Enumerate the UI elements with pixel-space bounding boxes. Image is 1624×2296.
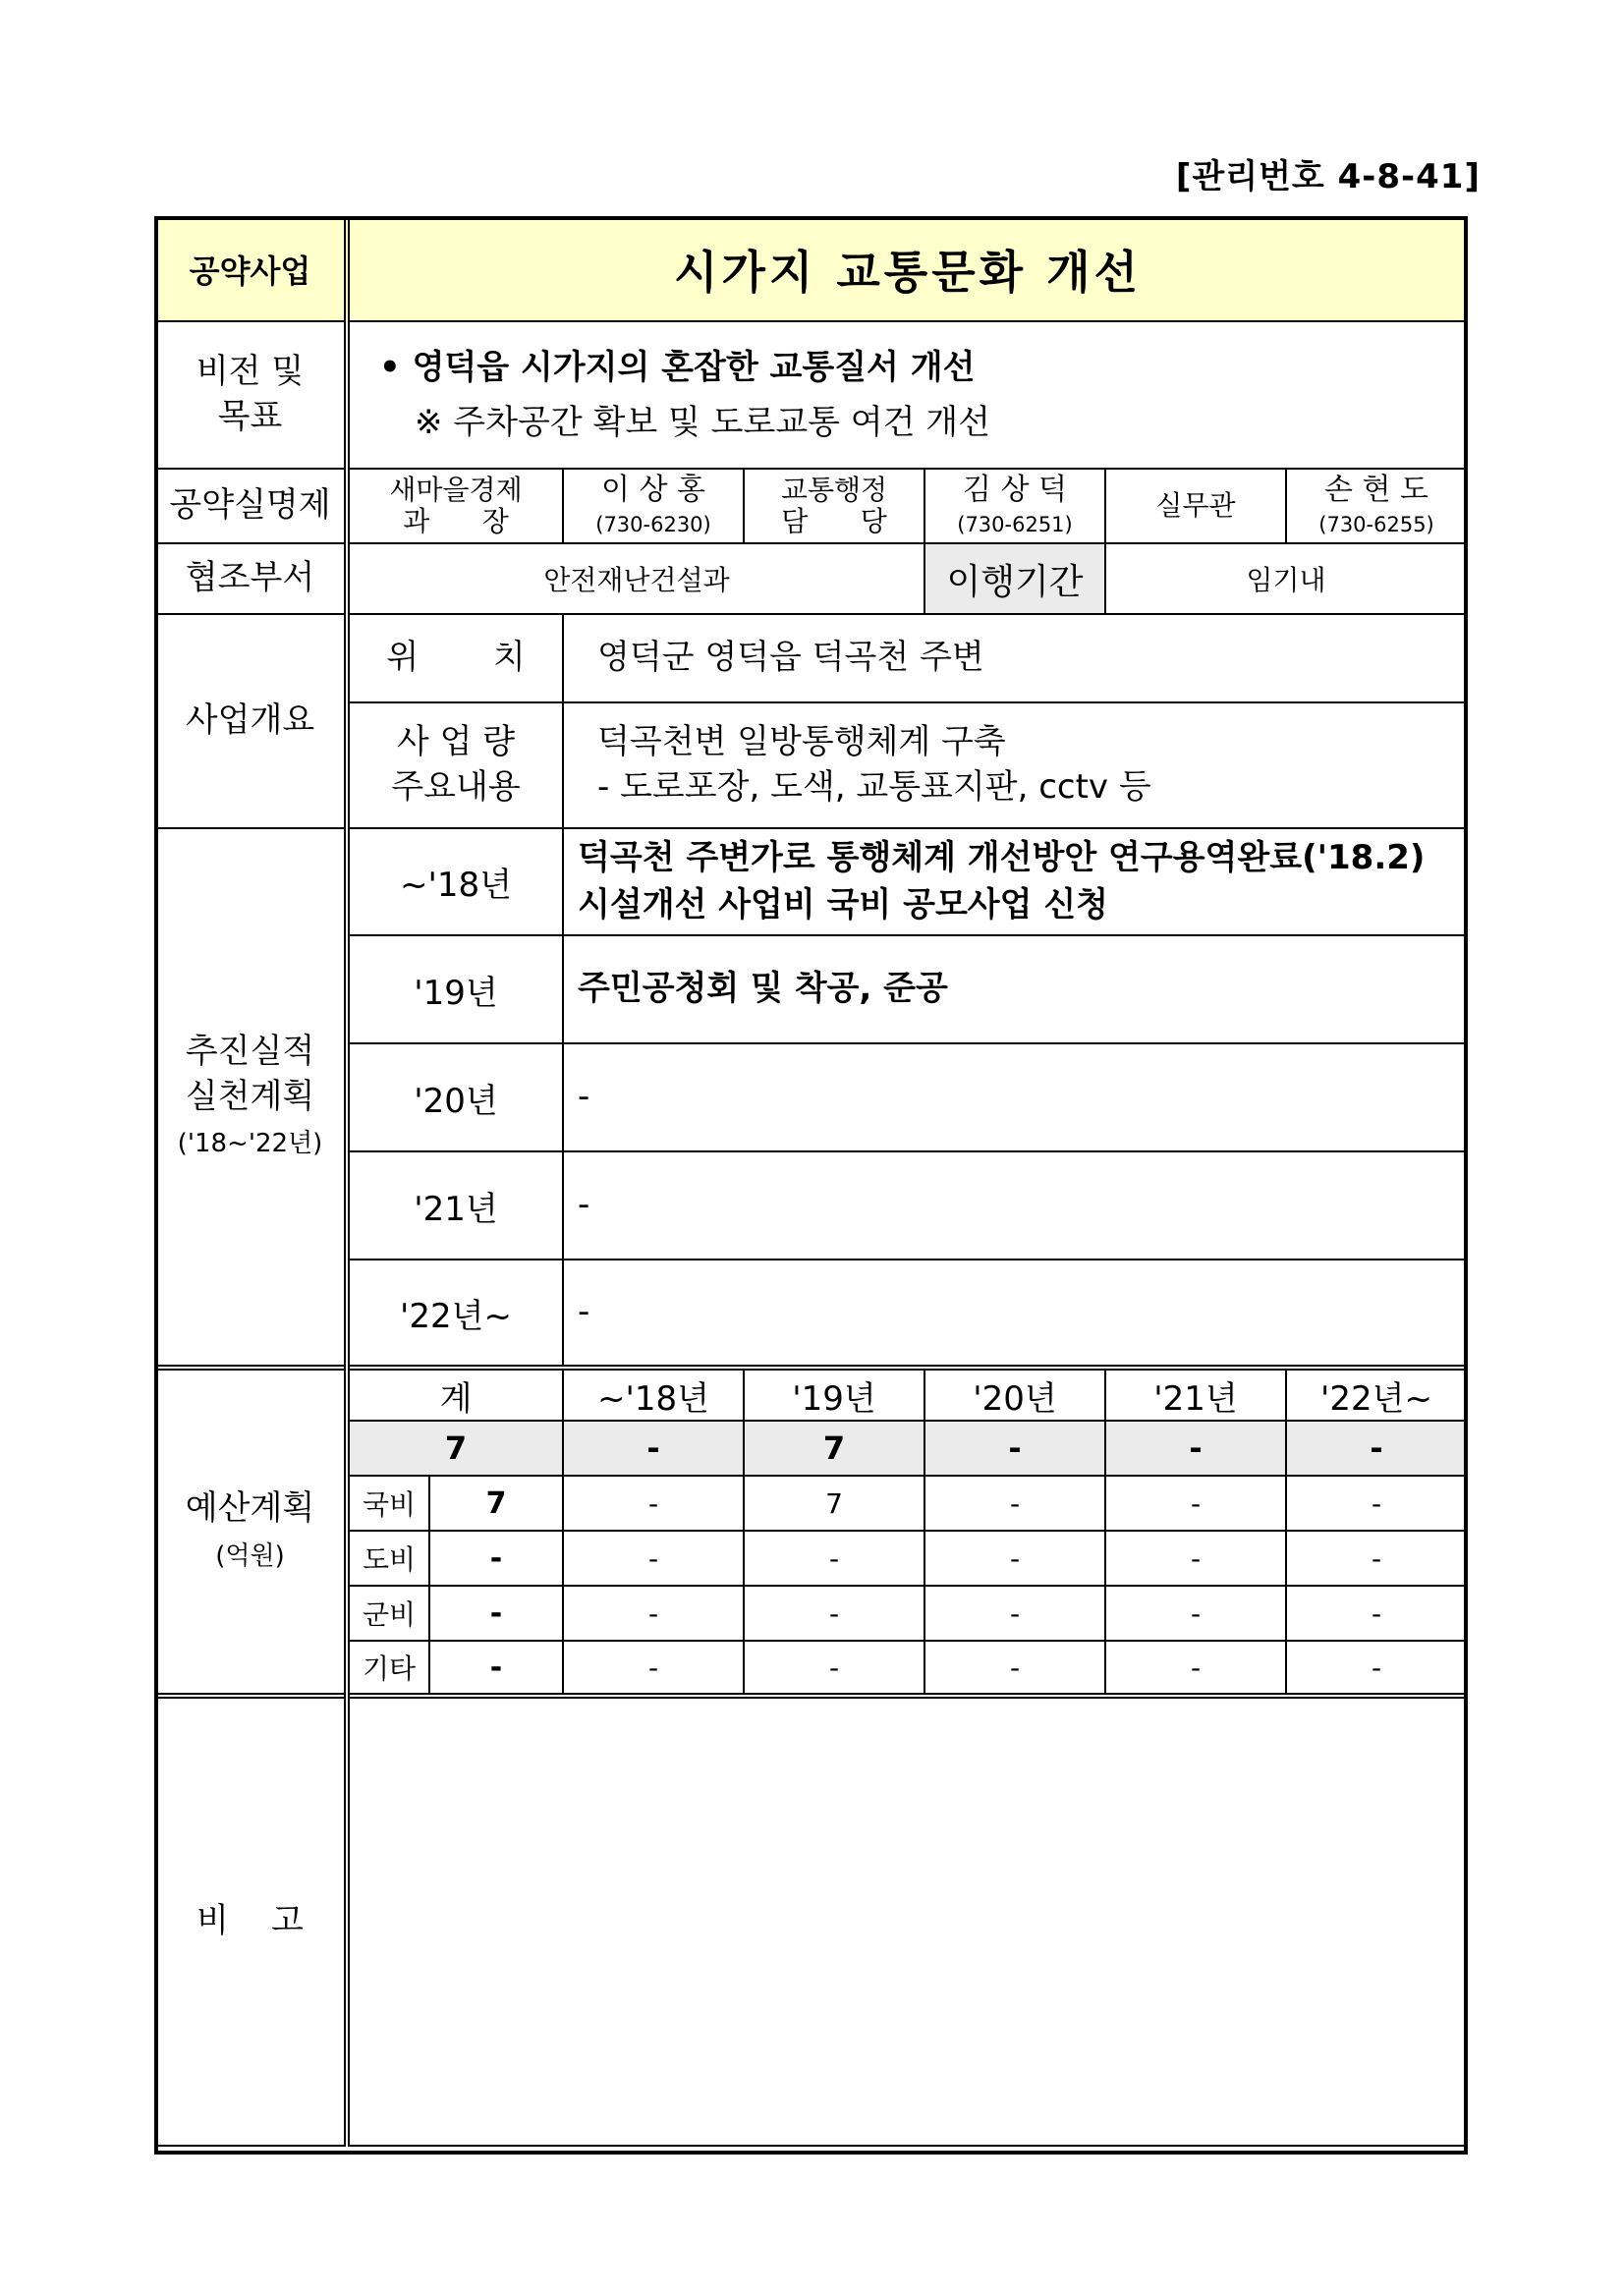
budget-source: 도비	[347, 1531, 429, 1586]
budget-cell: -	[1286, 1476, 1467, 1531]
official-2-phone: (730-6251)	[957, 513, 1073, 536]
budget-cell: -	[1286, 1531, 1467, 1586]
budget-cell: -	[429, 1586, 563, 1641]
vision-label-line2: 목표	[217, 397, 283, 436]
budget-cell: -	[1105, 1586, 1286, 1641]
budget-total: 7	[347, 1421, 563, 1476]
progress-year: ~'18년	[347, 828, 563, 935]
cooperation-dept: 안전재난건설과	[347, 543, 924, 614]
official-2-role-top: 교통행정	[780, 473, 888, 506]
budget-header: '21년	[1105, 1368, 1286, 1421]
page-title: 시가지 교통문화 개선	[347, 217, 1467, 321]
budget-cell: 7	[744, 1476, 924, 1531]
budget-header: '22년~	[1286, 1368, 1467, 1421]
budget-cell: -	[563, 1641, 744, 1696]
budget-label-2: (억원)	[215, 1541, 285, 1571]
location-label: 위 치	[347, 614, 563, 702]
official-2-name: 김 상 덕	[962, 473, 1067, 507]
progress-year: '19년	[347, 935, 563, 1043]
location-value: 영덕군 영덕읍 덕곡천 주변	[563, 614, 1467, 702]
progress-content: -	[563, 1151, 1467, 1260]
budget-total: -	[924, 1421, 1105, 1476]
scope-label-1: 사 업 량	[396, 722, 516, 762]
budget-total: -	[1105, 1421, 1286, 1476]
budget-cell: 7	[429, 1476, 563, 1531]
budget-cell: -	[429, 1531, 563, 1586]
progress-label-1: 추진실적	[185, 1031, 315, 1071]
budget-total: -	[1286, 1421, 1467, 1476]
budget-cell: -	[563, 1531, 744, 1586]
budget-cell: -	[924, 1641, 1105, 1696]
cooperation-label: 협조부서	[155, 543, 347, 614]
budget-cell: -	[429, 1641, 563, 1696]
official-1-role-bottom: 과 장	[403, 505, 509, 537]
progress-label-2: 실천계획	[185, 1076, 315, 1116]
budget-cell: -	[924, 1586, 1105, 1641]
remarks-label: 비 고	[155, 1696, 347, 2146]
progress-content: 주민공청회 및 착공, 준공	[563, 935, 1467, 1043]
budget-cell: -	[924, 1531, 1105, 1586]
budget-source: 국비	[347, 1476, 429, 1531]
progress-line: 시설개선 사업비 국비 공모사업 신청	[578, 884, 1109, 924]
progress-content: -	[563, 1260, 1467, 1368]
budget-source: 군비	[347, 1586, 429, 1641]
header-label: 공약사업	[155, 217, 347, 321]
vision-label-line1: 비전 및	[196, 352, 305, 392]
official-3-role: 실무관	[1105, 469, 1286, 543]
official-3-phone: (730-6255)	[1318, 513, 1434, 536]
progress-year: '22년~	[347, 1260, 563, 1368]
period-value: 임기내	[1105, 543, 1467, 614]
budget-cell: -	[744, 1531, 924, 1586]
budget-header: ~'18년	[563, 1368, 744, 1421]
scope-label-2: 주요내용	[391, 767, 521, 807]
progress-line: 덕곡천 주변가로 통행체계 개선방안 연구용역완료('18.2)	[578, 837, 1426, 877]
budget-cell: -	[1105, 1531, 1286, 1586]
outer-frame	[154, 216, 1468, 2155]
official-1-phone: (730-6230)	[595, 513, 711, 536]
progress-year: '21년	[347, 1151, 563, 1260]
management-number: [관리번호 4-8-41]	[1175, 157, 1481, 196]
vision-note: ※ 주차공간 확보 및 도로교통 여건 개선	[415, 403, 990, 442]
budget-header: 계	[347, 1368, 563, 1421]
budget-cell: -	[1286, 1586, 1467, 1641]
budget-source: 기타	[347, 1641, 429, 1696]
progress-content: -	[563, 1043, 1467, 1151]
budget-cell: -	[1105, 1641, 1286, 1696]
overview-label: 사업개요	[155, 614, 347, 828]
budget-cell: -	[744, 1586, 924, 1641]
scope-line-1: 덕곡천변 일방통행체계 구축	[597, 722, 1006, 762]
budget-total: 7	[744, 1421, 924, 1476]
budget-label-1: 예산계획	[185, 1488, 315, 1529]
budget-total: -	[563, 1421, 744, 1476]
budget-cell: -	[1286, 1641, 1467, 1696]
progress-label-3: ('18~'22년)	[177, 1129, 323, 1159]
progress-year: '20년	[347, 1043, 563, 1151]
period-label: 이행기간	[924, 543, 1105, 614]
official-1-role-top: 새마을경제	[389, 473, 523, 506]
official-2-role-bottom: 담 당	[781, 505, 887, 537]
official-1-name: 이 상 홍	[600, 473, 705, 507]
budget-cell: -	[1105, 1476, 1286, 1531]
scope-line-2: - 도로포장, 도색, 교통표지판, cctv 등	[597, 767, 1151, 807]
budget-header: '20년	[924, 1368, 1105, 1421]
official-3-name: 손 현 도	[1324, 473, 1429, 507]
budget-cell: -	[563, 1476, 744, 1531]
budget-cell: -	[924, 1476, 1105, 1531]
budget-cell: -	[563, 1586, 744, 1641]
officials-label: 공약실명제	[155, 469, 347, 543]
budget-cell: -	[744, 1641, 924, 1696]
budget-header: '19년	[744, 1368, 924, 1421]
vision-bullet: • 영덕읍 시가지의 혼잡한 교통질서 개선	[379, 347, 976, 387]
